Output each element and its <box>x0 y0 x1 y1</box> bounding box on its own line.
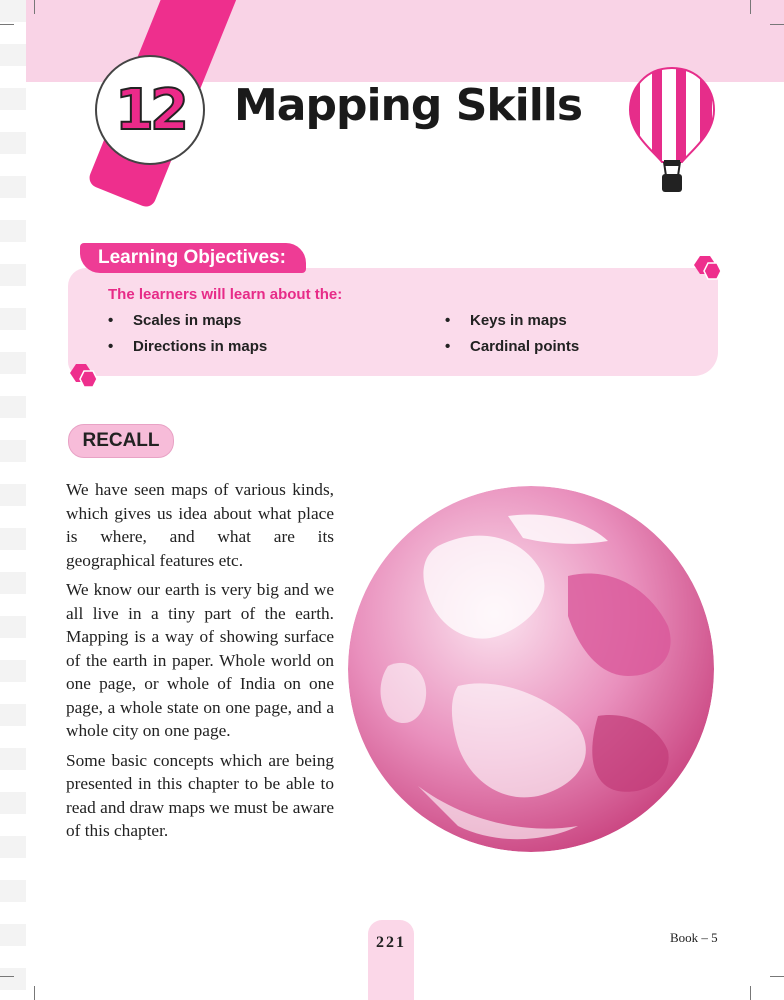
chapter-number-badge <box>95 55 205 165</box>
earth-globe-image <box>348 486 714 852</box>
recall-heading: RECALL <box>68 424 174 458</box>
objective-item: • Scales in maps <box>108 312 242 329</box>
crop-mark <box>34 986 35 1000</box>
hexagon-decoration-icon <box>66 362 98 397</box>
crop-mark <box>770 976 784 977</box>
recall-paragraph: We have seen maps of various kinds, which gives us idea about what place is where, and what are its geographical features etc. <box>66 480 334 570</box>
crop-mark <box>750 986 751 1000</box>
recall-text <box>66 478 334 849</box>
objective-item: • Keys in maps <box>445 312 567 329</box>
bullet: • <box>108 338 114 355</box>
book-label: Book – 5 <box>670 930 718 945</box>
page-edge-strip <box>0 0 26 1000</box>
chapter-title: Mapping Skills <box>234 80 583 131</box>
bullet: • <box>108 312 114 329</box>
objective-item: • Cardinal points <box>445 338 580 355</box>
page-number: 221 <box>376 934 406 951</box>
recall-paragraph: We know our earth is very big and we all live in a tiny part of the earth. Mapping is a way of showing surface of the earth in paper. Whole world on one page, or whole of India on one page, a whole state on one page, and a whole city on one page. <box>66 580 334 740</box>
crop-mark <box>770 24 784 25</box>
crop-mark <box>750 0 751 14</box>
page-number-tab <box>368 920 414 1000</box>
crop-mark <box>0 24 14 25</box>
learning-objectives-intro: The learners will learn about the: <box>108 286 343 303</box>
bullet: • <box>445 312 451 329</box>
objective-item: • Directions in maps <box>108 338 268 355</box>
chapter-number: 12 <box>115 77 185 143</box>
learning-objectives-heading: Learning Objectives: <box>80 243 306 273</box>
hexagon-decoration-icon <box>690 254 722 289</box>
crop-mark <box>0 976 14 977</box>
hot-air-balloon-icon <box>626 64 718 201</box>
bullet: • <box>445 338 451 355</box>
crop-mark <box>34 0 35 14</box>
recall-paragraph: Some basic concepts which are being presented in this chapter to be able to read and draw maps we must be aware of this chapter. <box>66 750 334 840</box>
